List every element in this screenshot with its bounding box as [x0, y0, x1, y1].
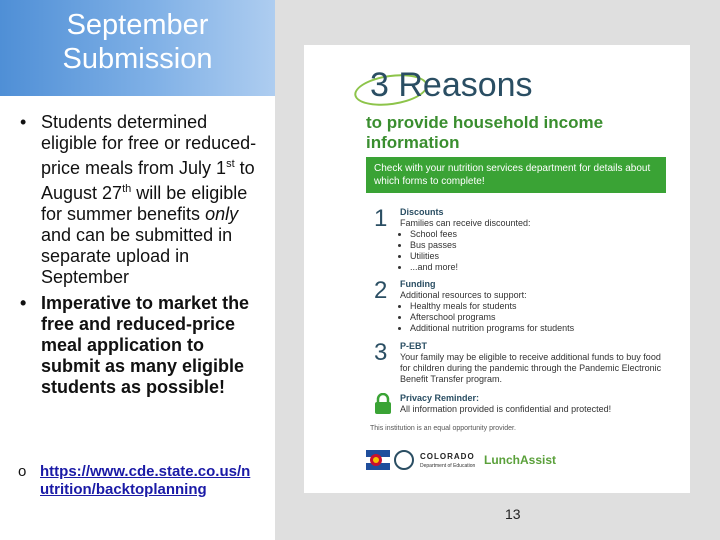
slide-title [0, 8, 275, 76]
flyer-point: • Bus passes [410, 240, 662, 251]
flyer-point: • School fees [410, 229, 662, 240]
bullet-imperative: • Imperative to market the free and reduced-price meal application to submit as many eligible students as possible! [18, 293, 263, 398]
flyer-item-number: 2 [374, 277, 388, 304]
flyer-image [304, 45, 690, 493]
privacy-body [400, 393, 662, 415]
cde-link[interactable]: https://www.cde.state.co.us/nutrition/backtoplanning [40, 463, 251, 498]
privacy-heading: Privacy Reminder: [400, 393, 480, 403]
colorado-logo [366, 450, 390, 470]
flyer-item-number: 3 [374, 339, 388, 366]
slide-title-line-1: September [66, 9, 209, 41]
flyer-point: • Utilities [410, 251, 662, 262]
link-item [18, 463, 258, 499]
flyer-item-heading: P-EBT [400, 341, 427, 351]
flyer-headline: 3 Reasons [370, 66, 533, 104]
flyer-point: • ...and more! [410, 262, 662, 273]
flyer-item-intro: Families can receive discounted: [400, 218, 531, 228]
flyer-point: • Healthy meals for students [410, 301, 662, 312]
link-marker: o [18, 463, 27, 480]
title-bar [0, 0, 275, 96]
slide-title-line-2: Submission [62, 43, 213, 75]
page-number: 13 [505, 506, 521, 522]
flyer-item-body [400, 341, 662, 385]
lock-icon [374, 393, 392, 415]
flyer-item-intro: Your family may be eligible to receive additional funds to buy food for children during the pandemic through the Pandemic Electronic Benefit Transfer program. [400, 352, 662, 384]
flyer-banner: Check with your nutrition services department for details about which forms to complete! [366, 157, 666, 193]
privacy-text: All information provided is confidential and protected! [400, 404, 612, 414]
flyer-item-heading: Funding [400, 279, 436, 289]
flyer-subheadline: to provide household income information [366, 113, 604, 152]
bullet-eligibility: • Students determined eligible for free or reduced-price meals from July 1st to August 27th will be eligible for summer benefits only and can be submitted in separate upload in September [18, 112, 263, 288]
flyer-item-number: 1 [374, 205, 388, 232]
lunchassist-logo: LunchAssist [484, 453, 557, 467]
logo-colorado-text: COLORADO [420, 452, 475, 461]
flyer-item-body [400, 279, 662, 334]
cde-seal-logo [394, 450, 414, 470]
flyer-item-points [400, 229, 662, 273]
flyer-item-heading: Discounts [400, 207, 444, 217]
flyer-item-body [400, 207, 662, 273]
flyer-item-points [400, 301, 662, 334]
bullet-list [18, 112, 263, 403]
text-panel [0, 0, 275, 540]
logo-dept-text: Department of Education [420, 463, 476, 469]
flyer-logos [366, 445, 676, 475]
flyer-footer: This institution is an equal opportunity provider. [370, 425, 516, 432]
flyer-item-intro: Additional resources to support: [400, 290, 527, 300]
flyer-point: • Afterschool programs [410, 312, 662, 323]
flyer-point: • Additional nutrition programs for students [410, 323, 662, 334]
